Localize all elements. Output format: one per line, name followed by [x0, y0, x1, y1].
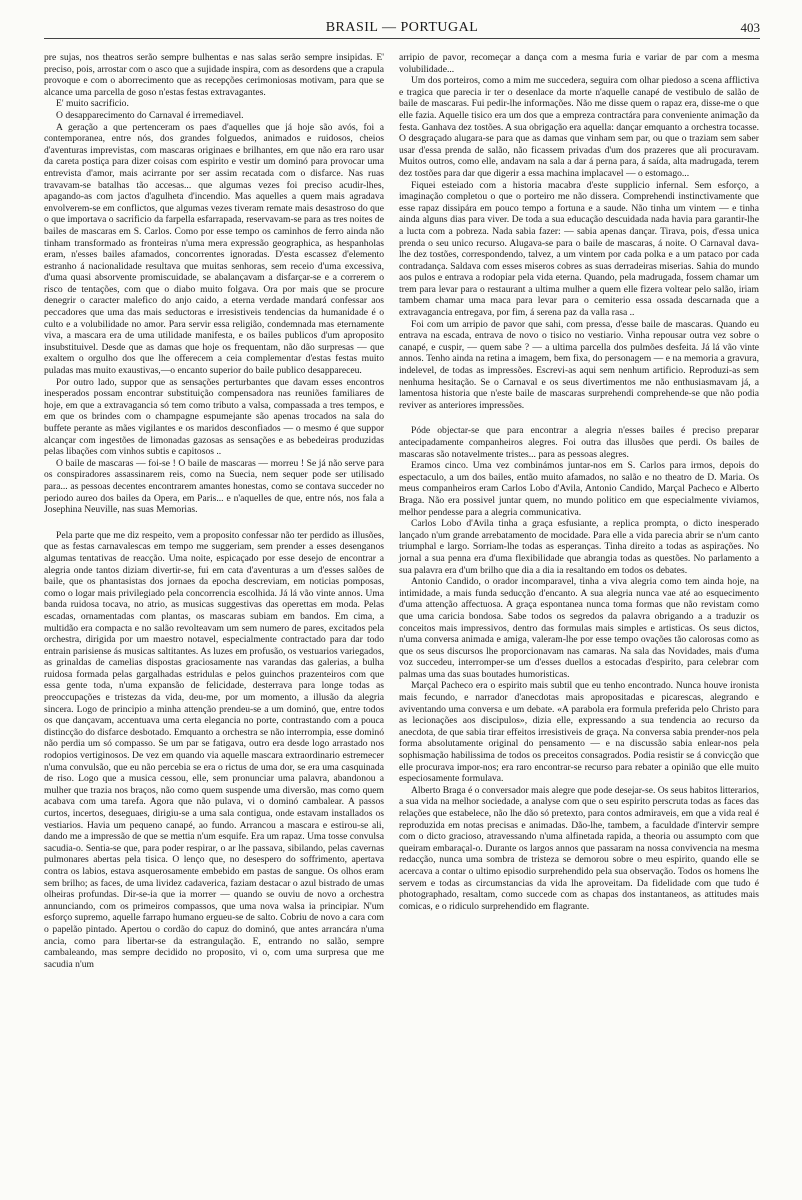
running-title: BRASIL — PORTUGAL — [325, 20, 479, 35]
section-gap — [44, 516, 384, 530]
section-gap — [399, 411, 759, 425]
paragraph: Pela parte que me diz respeito, vem a proposito confessar não ter perdido as illusões, que as festas carnavalescas em tempo me suggeriam, sem prender a esses desenganos algumas tentativas de reacção. Uma noite, espicaçado por esse desejo de encontrar a alegria onde tantos diziam divertir-se, fui em cata d'aventuras a um d'esses salões de baile, que os phantasistas dos jornaes da epocha descreviam, em noticias pomposas, como o logar mais privilegiado pela concorrencia escolhida. Já lá vão vinte annos. Uma banda ruidosa tocava, no atrio, as musicas suggestivas das operettas em moda. Pelas escadas, ornamentadas com plantas, os mascaras subiam em bandos. Em cima, a multidão era compacta e no salão revolteavam um sem numero de pares, excitados pela orchestra, dirigida por um maestro notavel, especialmente contractado para dar todo entrain parisiense ás musicas saltitantes. As luzes em profusão, os vestuarios variegados, as grinaldas de camelias dispostas graciosamente nas varandas das galerias, a bulha ruidosa formada pelas gargalhadas estridulas e pelos guinchos prazenteiros com que essa gente toda, n'uma expansão de felicidade, desterrava para longe todas as preoccupações e tristezas da vida, deu-me, por um momento, a illusão da alegria sincera. Logo de principio a minha attenção prendeu-se a um dominó, que, entre todos os que dançavam, accentuava uma certa elegancia no porte, contrastando com a pouca distincção do disfarce desbotado. Emquanto a orchestra se não interrompia, esse dominó não perdia um só compasso. Se um par se fatigava, outro era desde logo arrastado nos rodopios vertiginosos. De vez em quando via aquelle mascara extraordinario estremecer n'uma convulsão, que eu não percebia se era o rictus de uma dor, se era uma casquinada de riso. Logo que a musica cessou, elle, sem pronunciar uma palavra, abandonou a mulher que trazia nos braços, não como quem suspende uma diversão, mas como quem acabava com uma tarefa. Agora que não pulava, vi o dominó cambalear. A passos curtos, incertos, deseguaes, dirigiu-se a uma sala contigua, onde estavam installados os vestiarios. Havia um pequeno canapé, ao fundo. Arrancou a mascara e estirou-se ali, dando me a impressão de que se mettia n'um esquife. Era um rapaz. Uma tosse convulsa sacudia-o. Sentia-se que, para poder respirar, o ar lhe passava, sibilando, pelas cavernas pulmonares abertas pela tisica. O lenço que, no desespero do soffrimento, apertava contra os labios, estava asquerosamente embebido em pastas de sangue. Os olhos eram sem brilho; as faces, de uma lividez cadaverica, faziam destacar o azul bistrado de umas olheiras profundas. Dir-se-ia que ia morrer — quando se ouviu de novo a orchestra annunciando, com os primeiros compassos, que uma nova walsa ia principiar. N'um esforço supremo, aquelle farrapo humano ergueu-se de salto. Cobriu de novo a cara com o papelão pintado. Apertou o cordão do capuz do dominó, que antes arrancára n'uma ancia, como para libertar-se da estrangulação. E, entrando no salão, sempre cambaleando, mas sempre decidido no proposito, vi o, com uma surpresa que me sacudia n'um — [44, 529, 384, 970]
page-number: 403 — [740, 20, 760, 35]
paragraph: Marçal Pacheco era o espirito mais subtil que eu tenho encontrado. Nunca houve ironista mais fecundo, e narrador d'anecdotas mais apropositadas e picarescas, alegrando e aviventando uma conversa e um debate. «A parabola era formula preferida pelo Christo para as lecionações aos discipulos», dizia elle, expressando a sua tendencia ao recurso da anecdota, de que sabia tirar effeitos irresistiveis de graça. Na conversa sabia prender-nos pela forma absolutamente original do pensamento — e na discussão sabia enlear-nos pela sophismação habilissima de todos os preceitos consagrados. Podia resistir se á convicção que elle procurava impor-nos; era raro encontrar-se recurso para rebater a opinião que elle muito especiosamente formulava. — [399, 680, 759, 785]
paragraph: Carlos Lobo d'Avila tinha a graça esfusiante, a replica prompta, o dicto inesperado lançado n'um grande arrebatamento de mocidade. Para elle a vida parecia abrir se n'um canto triumphal e largo. Sorriam-lhe todas as esperanças. Tinha direito a todas as aspirações. No jornal a sua penna era d'uma flexibilidade que abrangia todas as questões. No parlamento a sua palavra era d'um brilho que dia a dia ia resaltando em todos os debates. — [399, 518, 759, 576]
paragraph: Póde objectar-se que para encontrar a alegria n'esses bailes é preciso preparar antecipadamente companheiros alegres. Foi outra das illusões que perdi. Os bailes de mascaras são notavelmente tristes... para as pessoas alegres. — [399, 425, 759, 460]
paragraph: pre sujas, nos theatros serão sempre bulhentas e nas salas serão sempre insipidas. E' preciso, pois, arrostar com o asco que a sujidade inspira, com as desordens que a crapula provoque e com o aborrecimento que as recepções cerimoniosas motivam, para que se alcance uma parcella de goso n'estas festas extravagantes. — [44, 52, 384, 98]
paragraph: Antonio Candido, o orador incomparavel, tinha a viva alegria como tem ainda hoje, na intimidade, a mais funda seducção d'encanto. A sua alegria nunca vae até ao esquecimento d'uma attenção affectuosa. A graça espontanea nunca toma formas que não revistam como que uma caricia bondosa. Sabe todos os segredos da palavra obrigando a a traduzir os conceitos mais impressivos, dentro das formulas mais simples e artisticas. Os seus dictos, n'uma conversa animada e amiga, valeram-lhe por esse tempo ovações tão calorosas como as que os seus discursos lhe proporcionavam nas camaras. Na sala das Novidades, mais d'uma voz succedeu, interromper-se um d'esses duellos a estocadas d'espirito, para celebrar com palmas uma das suas boutades humoristicas. — [399, 576, 759, 680]
paragraph: A geração a que pertenceram os paes d'aquelles que já hoje são avós, foi a contemporanea, entre nós, dos grandes folguedos, animados e ruidosos, cheios d'aventuras imprevistas, com mascaras originaes e brilhantes, em que não era raro usar da careta postiça para dizer coisas com espirito e vestir um dominó para provocar uma entrevista d'amor, mais acirrante por ser assim recatada com o disfarce. Nas ruas travavam-se batalhas tão accesas... que algumas vezes foi preciso acudir-lhes, apagando-as com jactos d'agulheta d'incendio. Mas aquelles a quem mais agradava envolverem-se em conflictos, que algumas vezes tiveram remate mais desastroso do que o que importava o sacrificio da farpella esfarrapada, reservavam-se para as tres noites de bailes de mascaras em S. Carlos. Como por esse tempo os caminhos de ferro ainda não tinham transformado as fronteiras n'uma mera expressão geographica, as hespanholas eram, n'esses bailes afamados, concorrentes ignoradas. D'esta escassez d'elemento estranho á nacionalidade resultava que muitas senhoras, sem receio d'uma excessiva, d'uma quasi absorvente promiscuidade, se abalançavam a disfarçar-se e a correrem o risco de tentações, com que o diabo muito folgava. Ora por mais que se procure denegrir o caracter malefico do anjo caido, a eterna verdade mandará confessar aos peccadores que uma das mais seductoras e irresistiveis tendencias da humanidade é o culto e a volubilidade no amor. Para servir essa religião, condemnada mas eternamente viva, a mascara era de uma utilidade manifesta, e os bailes publicos d'um aproposito insubstituivel. Desde que as damas que hoje os frequentam, não dão surpresas — que exaltem o orgulho dos que lhe offerecem a ceia complementar d'estas festas muito puladas mas muito exaustivas,—o encanto superior do baile publico desappareceu. — [44, 121, 384, 377]
paragraph: Foi com um arripio de pavor que sahi, com pressa, d'esse baile de mascaras. Quando eu entrava na escada, entrava de novo o tisico no vestiario. Vinha repousar outra vez sobre o canapé, e cuspir, — quem sabe ? — a ultima parcella dos pulmões desfeita. Já lá vão vinte annos. Tenho ainda na retina a imagem, bem fixa, do personagem — e na memoria a gravura, indelevel, de todas as impressões. Escrevi-as aqui sem nenhum artificio. Reproduzi-as sem nenhuma hesitação. Se o Carnaval e os seus divertimentos me não enthusiasmavam já, a lamentosa historia que n'este baile de mascaras surprehendi comprehende-se que não podia reviver as anteriores impressões. — [399, 318, 759, 411]
left-column — [44, 52, 384, 970]
paragraph: O baile de mascaras — foi-se ! O baile de mascaras — morreu ! Se já não serve para os conspiradores assassinarem reis, como na Suecia, nem sequer pode ser utilisado para... as pessoas decentes encontrarem amantes honestas, como se contava succeder no periodo aureo dos bailes da Opera, em Paris... e n'aquelles de que, entre nós, nos fala a Josephina Neuville, nas suas Memorias. — [44, 457, 384, 516]
paragraph: Eramos cinco. Uma vez combinámos juntar-nos em S. Carlos para irmos, depois do espectaculo, a um dos bailes, então muito afamados, no salão e no theatro de D. Maria. Os meus companheiros eram Carlos Lobo d'Avila, Antonio Candido, Marçal Pacheco e Alberto Braga. Não era possivel juntar quem, no mundo politico em que especialmente viviamos, melhor pendesse para a alegria communicativa. — [399, 460, 759, 518]
paragraph: Alberto Braga é o conversador mais alegre que pode desejar-se. Os seus habitos litterarios, a sua vida na melhor sociedade, a analyse com que o seu espirito perscruta todas as faces das relações que estabelece, não lhe dão só pretexto, para contos admiraveis, em que a vida real é reproduzida em notas precisas e animadas. Dão-lhe, tambem, a faculdade d'intervir sempre com o dicto gracioso, atravessando n'uma alfinetada rapida, a theoria ou assumpto com que queiram embaraçal-o. Durante os largos annos que passaram na nossa convivencia na mesma redacção, nunca uma sombra de tristeza se demorou sobre o meu espirito, quando elle se acercava a contar o ultimo episodio surprehendido pela sua observação. Todos os homens lhe servem e todas as circumstancias da vida lhe aproveitam. Da fidelidade com que tudo é photographado, resaltam, como succede com as chapas dos instantaneos, as attitudes mais comicas, e o ridiculo surprehendido em flagrante. — [399, 784, 759, 912]
paragraph: Por outro lado, suppor que as sensações perturbantes que davam esses encontros inesperados possam encontrar substituição compensadora nas reuniões familiares de hoje, em que a extravagancia só tem como tributo a valsa, compassada a tres tempos, e em que os brindes com o champagne espumejante são apenas trocados na sala do buffete perante as mães vigilantes e os maridos desconfiados — o mesmo é que suppor alcançar com ingestões de limonadas gazosas as sensações e as bebedeiras produzidas pelas libações com vinhos subtis e capitosos .. — [44, 376, 384, 458]
paragraph: arripio de pavor, recomeçar a dança com a mesma furia e variar de par com a mesma volubilidade... — [399, 52, 759, 75]
page-header — [44, 20, 760, 39]
paragraph: Um dos porteiros, como a mim me succedera, seguira com olhar piedoso a scena afflictiva e tragica que parecia ir ter o desenlace da morte n'aquelle canapé de vestibulo de salão de baile de mascaras. Fui pedir-lhe informações. Não me disse quem o rapaz era, disse-me o que elle fazia. Aquelle tisico era um dos que a empreza contractára para conveniente animação da festa. Ganhava dez tostões. A sua obrigação era aquella: dançar emquanto a orchestra tocasse. O desgraçado alugara-se para que as damas que vinham sem par, ou que o traziam sem saber usar d'essa prenda de salão, não ficassem privadas d'um dos prazeres que ali procuravam. Muitos outros, como elle, andavam na sala a dar á perna para, á saída, alta madrugada, terem dez tostões para dar que digerir a essa machina implacavel — o estomago... — [399, 75, 759, 179]
paragraph: Fiquei esteiado com a historia macabra d'este supplicio infernal. Sem esforço, a imaginação completou o que o porteiro me não dissera. Comprehendi instinctivamente que esse rapaz dissipára em pouco tempo a fortuna e a saude. Não tinha um vintem — e tinha ainda alguns dias para viver. De toda a sua educação descuidada nada havia para garantir-lhe a lucta com a pobreza. Nada sabia fazer: — sabia apenas dançar. Tirava, pois, d'essa unica prenda o seu unico recurso. Alugava-se para o baile de mascaras, á noite. O Carnaval dava-lhe dez tostões, correspondendo, talvez, a um vintem por cada polka e a um pataco por cada contradança. Saldava com esses miseros cobres as suas derradeiras miserias. Sahia do mundo aos pulos e entrava a rodopiar pela vida eterna. Quando, pela madrugada, fossem chamar um trem para levar para o restaurant a ultima mulher a quem elle fizera voltear pelo salão, iriam tambem chamar uma maca para levar para o cemiterio essa ossada descarnada que a extravagancia entregava, por fim, á serena paz da valla rasa .. — [399, 179, 759, 319]
paragraph: E' muito sacrificio. — [56, 98, 129, 110]
right-column — [399, 52, 759, 912]
paragraph: O desapparecimento do Carnaval é irremediavel. — [56, 109, 244, 121]
